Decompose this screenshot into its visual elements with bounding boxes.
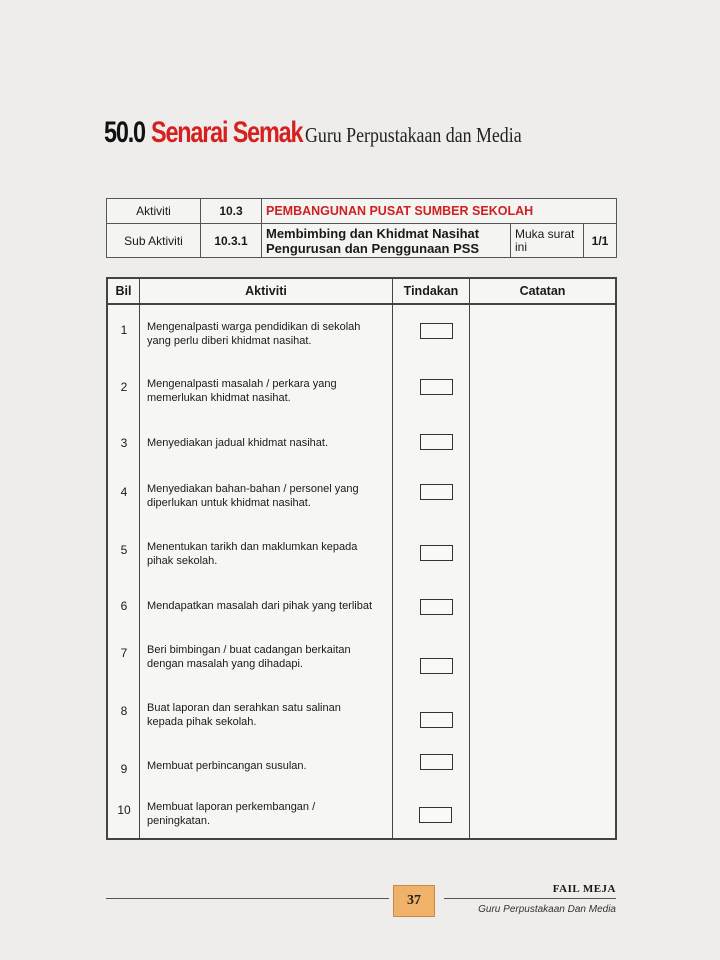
muka-surat-label <box>511 224 584 258</box>
row-activity <box>147 599 397 613</box>
activity-line: dengan masalah yang dihadapi. <box>147 658 303 670</box>
row-activity <box>147 320 397 348</box>
activity-line: diperlukan untuk khidmat nasihat. <box>147 497 311 509</box>
col-header-aktiviti: Aktiviti <box>245 284 287 298</box>
tindakan-checkbox[interactable] <box>420 754 453 770</box>
row-activity <box>147 759 397 773</box>
column-divider <box>139 279 140 838</box>
activity-line: memerlukan khidmat nasihat. <box>147 392 291 404</box>
activity-line: pihak sekolah. <box>147 555 218 567</box>
col-header-tindakan: Tindakan <box>403 284 459 298</box>
section-subtitle: Guru Perpustakaan dan Media <box>305 123 522 147</box>
row-number: 5 <box>120 543 128 557</box>
activity-line: Menyediakan bahan-bahan / personel yang <box>147 483 359 495</box>
page-number-badge: 37 <box>393 885 435 917</box>
row-number: 1 <box>120 323 128 337</box>
activity-line: Menentukan tarikh dan maklumkan kepada <box>147 541 358 553</box>
tindakan-checkbox[interactable] <box>420 323 453 339</box>
activity-line: Membuat laporan perkembangan / <box>147 801 316 813</box>
aktiviti-label: Aktiviti <box>107 199 201 224</box>
activity-header-table <box>106 198 617 258</box>
activity-line: Membuat perbincangan susulan. <box>147 760 307 772</box>
row-number: 4 <box>120 485 128 499</box>
row-activity <box>147 643 397 671</box>
muka-label-line1: Muka surat <box>515 226 575 241</box>
activity-line: Menyediakan jadual khidmat nasihat. <box>147 437 329 449</box>
section-title: Senarai Semak <box>150 116 303 149</box>
row-number: 3 <box>120 436 128 450</box>
row-activity <box>147 540 397 568</box>
row-activity <box>147 800 397 828</box>
row-number: 2 <box>120 380 128 394</box>
footer-divider <box>106 898 389 899</box>
footer-divider <box>444 898 616 899</box>
tindakan-checkbox[interactable] <box>420 484 453 500</box>
sub-title-line2: Pengurusan dan Penggunaan PSS <box>266 240 480 256</box>
checklist-table <box>106 277 617 840</box>
tindakan-checkbox[interactable] <box>420 712 453 728</box>
row-number: 6 <box>120 599 128 613</box>
aktiviti-title: PEMBANGUNAN PUSAT SUMBER SEKOLAH <box>262 199 617 224</box>
footer-sublabel: Guru Perpustakaan Dan Media <box>478 904 616 915</box>
row-number: 10 <box>117 803 131 817</box>
tindakan-checkbox[interactable] <box>420 545 453 561</box>
col-header-catatan: Catatan <box>519 284 566 298</box>
tindakan-checkbox[interactable] <box>420 658 453 674</box>
col-header-bil: Bil <box>115 284 132 298</box>
tindakan-checkbox[interactable] <box>420 599 453 615</box>
activity-line: Beri bimbingan / buat cadangan berkaitan <box>147 644 351 656</box>
row-number: 7 <box>120 646 128 660</box>
row-activity <box>147 377 397 405</box>
muka-label-line2: ini <box>515 239 528 254</box>
activity-line: Mengenalpasti masalah / perkara yang <box>147 378 337 390</box>
column-divider <box>469 279 470 838</box>
activity-line: yang perlu diberi khidmat nasihat. <box>147 335 312 347</box>
row-activity <box>147 482 397 510</box>
muka-surat-value: 1/1 <box>584 224 617 258</box>
activity-line: peningkatan. <box>147 815 210 827</box>
activity-line: kepada pihak sekolah. <box>147 716 257 728</box>
row-activity <box>147 436 397 450</box>
row-activity <box>147 701 397 729</box>
sub-aktiviti-title <box>262 224 511 258</box>
sub-title-line1: Membimbing dan Khidmat Nasihat <box>266 225 480 241</box>
sub-aktiviti-label: Sub Aktiviti <box>107 224 201 258</box>
activity-line: Buat laporan dan serahkan satu salinan <box>147 702 341 714</box>
aktiviti-code: 10.3 <box>201 199 262 224</box>
row-number: 8 <box>120 704 128 718</box>
footer-label: FAIL MEJA <box>552 883 616 895</box>
tindakan-checkbox[interactable] <box>420 434 453 450</box>
activity-line: Mengenalpasti warga pendidikan di sekolah <box>147 321 361 333</box>
tindakan-checkbox[interactable] <box>419 807 452 823</box>
page-title <box>104 118 560 148</box>
section-number: 50.0 <box>104 116 145 149</box>
sub-aktiviti-code: 10.3.1 <box>201 224 262 258</box>
activity-line: Mendapatkan masalah dari pihak yang terlibat <box>147 600 373 612</box>
row-number: 9 <box>120 762 128 776</box>
header-divider <box>108 303 615 305</box>
tindakan-checkbox[interactable] <box>420 379 453 395</box>
